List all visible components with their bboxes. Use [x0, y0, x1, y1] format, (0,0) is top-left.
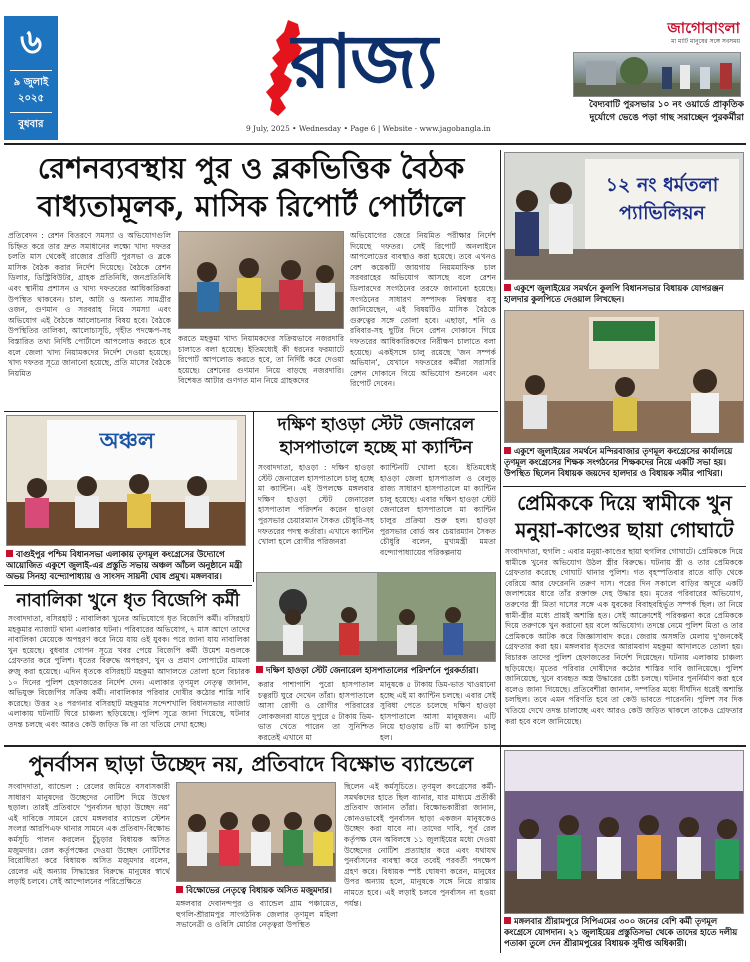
canteen-photo-caption: দক্ষিণ হাওড়া স্টেট জেনারেল হাসপাতালের পরিদর্শনে পুরকর্তারা। — [256, 665, 496, 677]
page-number: ৬ — [19, 22, 43, 62]
article1-col3: অভিযোগের জেরে নিয়মিত পরীক্ষার নির্দেশ দিয়েছে দফতর। সেই রিপোর্ট অনলাইনে আপলোডের ব্যবস্থাও করা হয়েছে। তবে এখনও বেশ কয়েকটি জায়গায় নিয়মমাফিক চাল সরবরাহের অভিযোগ আসছে বলে রেশন ডিলারদের সংগঠনের তরফে জানানো হয়েছে। সংগঠনের সাধারণ সম্পাদক বিশ্বম্ভর বসু জানিয়েছেন, এই বিষয়টিও মাসিক বৈঠকে গুরুত্বের সঙ্গে তোলা হবে। এছাড়া, শনি ও রবিবার-সহ ছুটির দিনে রেশন দোকানে গিয়ে দফতরের আধিকারিকদের নিরীক্ষণ চালাতে বলা হয়েছে। একইসঙ্গে চালু রয়েছে 'জন সম্পর্ক অভিযান', যেখানে দফতরের কর্মীরা সরাসরি রেশন দোকানে গিয়ে অভিযোগ শুনবেন এবং রিপোর্ট দেবেন। — [350, 231, 496, 389]
murder-headline: নাবালিকা খুনে ধৃত বিজেপি কর্মী — [16, 591, 240, 611]
weekday: বুধবার — [18, 119, 44, 130]
wife-murder-text: সংবাদদাতা, হুগলি : এবার মনুয়া-কাণ্ডের ছায়া হুগলির গোঘাটে। প্রেমিককে দিয়ে স্বামীকে খুনের অভিযোগ উঠল স্ত্রীর বিরুদ্ধে। ঘটনায় স্ত্রী ও তার প্রেমিককে গ্রেফতার করেছে গোঘাট থানার পুলিশ। গত বৃহস্পতিবার রাতে বাড়ি থেকে বেরিয়ে আর ফেরেননি তরুণ দাস। পরের দিন সকালে বাড়ির অদূরে একটি জলাশয়ের ধারে তাঁর রক্তাক্ত দেহ উদ্ধার হয়। মৃতের পরিবারের অভিযোগ, তরুণের স্ত্রী মিতা দাসের সঙ্গে এক যুবকের বিবাহবহির্ভূত সম্পর্ক ছিল। তা নিয়ে স্বামী-স্ত্রীর মধ্যে প্রায়ই অশান্তি হত। সেই আক্রোশেই পরিকল্পনা করে প্রেমিককে দিয়ে তরুণকে খুন করানো হয় বলে অভিযোগ। তদন্তে নেমে পুলিশ মিতা ও তার প্রেমিককে আটক করে জিজ্ঞাসাবাদ করে। জেরায় অসঙ্গতি মেলায় দু'জনকেই গ্রেফতার করা হয়। মঙ্গলবার ধৃতদের আরামবাগ মহকুমা আদালতে তোলা হয়। বিচারক তাদের পুলিশ হেফাজতের নির্দেশ দিয়েছেন। ঘটনায় এলাকায় চাঞ্চল্য ছড়িয়েছে। মৃতের পরিবার দোষীদের কঠোর শাস্তির দাবি জানিয়েছে। পুলিশ জানিয়েছে, খুনে ব্যবহৃত অস্ত্র উদ্ধারের চেষ্টা চলছে। ঘটনার পুনর্নির্মাণ করা হবে বলেও জানা গিয়েছে। প্রতিবেশীরা জানান, দম্পতির মধ্যে দীর্ঘদিন ধরেই অশান্তি চলছিল। তবে এমন পরিণতি হবে তা কেউ ভাবতে পারেননি। পুলিশ সব দিক খতিয়ে দেখে তদন্ত চালাচ্ছে এবং আরও কেউ জড়িত থাকলে তাকেও গ্রেফতার করা হবে বলে জানিয়েছে। — [505, 547, 743, 726]
right-photo2-caption: একুশে জুলাইয়ের সমর্থনে মন্দিরবাজার তৃণমূল কংগ্রেসের কার্যালয়ে তৃণমূল কংগ্রেসের শিক্ষক সংগঠনের শিক্ষকদের নিয়ে একটি সভা হয়। উপস্থিত ছিলেন বিধায়ক জয়দেব হালদার ও বিধায়ক সমীর পাখিরা। — [504, 446, 733, 478]
rehab-protest-photo — [176, 782, 336, 882]
wall-writing-photo — [504, 152, 744, 280]
wife-murder-headline-line2: মনুয়া-কাণ্ডের ছায়া গোঘাটে — [515, 518, 734, 542]
brand-tagline: মা মাটি মানুষের সঙ্গে সবসময় — [671, 38, 740, 45]
anchal-anchal-event-photo — [6, 415, 246, 546]
article1-headline-line2: বাধ্যতামূলক, মাসিক রিপোর্ট পোর্টালে — [37, 189, 465, 223]
anchal-photo-caption: বাগুইপুর পশ্চিম বিধানসভা এলাকায় তৃণমূল কংগ্রেসের উদ্যোগে আয়োজিত একুশে জুলাই-এর প্রস্তুতি সভায় অঞ্চল আঁচল অনুষ্ঠানে মন্ত্রী অভয় সিনহা বন্দ্যোপাধ্যায় ও সাংসদ সায়নী ঘোষ প্রমুখ। মঙ্গলবার। — [6, 549, 243, 581]
rehab-col1: সংবাদদাতা, ব্যান্ডেল : রেলের জমিতে বসবাসকারী সাধারণ মানুষদের উচ্ছেদের নোটিশ দিয়ে উদ্বেগ ছড়াল। তারই প্রতিবাদে 'পুনর্বাসন ছাড়া উচ্ছেদ নয়' এই দাবিকে সামনে রেখে মঙ্গলবার ব্যান্ডেল স্টেশন সংলগ্ন আরপিএফ থানার সামনে এক প্রতিবাদ-বিক্ষোভ কর্মসূচি পালন করলেন চুঁচুড়ার বিধায়ক অসিত মজুমদার। রেল কর্তৃপক্ষের দেওয়া উচ্ছেদ নোটিশের বিরোধিতা করে বিধায়ক অসিত মজুমদার বলেন, রেলের এই অন্যায় সিদ্ধান্তের বিরুদ্ধে মানুষের স্বার্থে লড়াই চলবে। সেই আন্দোলনের পরিপ্রেক্ষিতে — [8, 782, 170, 887]
canteen-col1: সংবাদদাতা, হাওড়া : দক্ষিণ হাওড়া স্টেট জেনারেল হাসপাতালে চালু হচ্ছে মা ক্যান্টিন। এই উপলক্ষে মঙ্গলবার দক্ষিণ হাওড়া স্টেট জেনারেল হাসপাতাল পরিদর্শন করেন হাওড়া পুরসভার চেয়ারম্যান সৈকত চৌধুরি-সহ দফতরের পদস্থ কর্তারা। এখানে ক্যান্টিন খোলা হলে রোগীর পরিজনরা — [258, 463, 374, 547]
rehab-headline: পুনর্বাসন ছাড়া উচ্ছেদ নয়, প্রতিবাদে বিক্ষোভ ব্যান্ডেলে — [28, 752, 474, 776]
canteen-headline-line2: হাসপাতালে হচ্ছে মা ক্যান্টিন — [279, 438, 473, 458]
wall-banner-text: ১২ নং ধর্মতলা প্যাভিলিয়ন — [605, 174, 719, 224]
rehab-col3: ছিলেন এই কর্মসূচিতে। তৃণমূল কংগ্রেসের কর্মী-সমর্থকদের হাতে ছিল ব্যানার, যার মাধ্যমে প্রতীকী প্রতিবাদ জানান তাঁরা। বিক্ষোভকারীরা জানান, কোনওভাবেই পুনর্বাসন ছাড়া একজন মানুষকেও উচ্ছেদ করা যাবে না। তাদের দাবি, পূর্ব রেল কর্তৃপক্ষ যেন অবিলম্বে ১১ জুলাইয়ের মধ্যে দেওয়া উচ্ছেদের নোটিশ প্রত্যাহার করে এবং যথাযথ পুনর্বাসনের ব্যবস্থা করে তবেই পরবর্তী পদক্ষেপ গ্রহণ করে। বিধায়ক স্পষ্ট ঘোষণা করেন, মানুষের উপর অন্যায় হলে, মানুষকে সঙ্গে নিয়ে রাস্তায় নামতে হবে। এই লড়াই চলবে পুনর্বাসন না হওয়া পর্যন্ত। — [344, 782, 496, 908]
canteen-col3: করার পাশাপাশি পুরো হাসপাতাল চত্বরটি ঘুরে দেখেন তাঁরা। হাসপাতালে আসা রোগী ও রোগীর পরিবারের লোকজনরা যাতে দুপুরে ৫ টাকায় ডিম-ভাত খেতে পারেন তা সুনিশ্চিত করতেই এখানে মা — [258, 680, 374, 742]
joining-ceremony-photo — [504, 750, 744, 914]
ration-meeting-photo — [178, 231, 344, 329]
fallen-tree-photo — [573, 52, 741, 97]
rehab-photo-caption: বিক্ষোভের নেতৃত্বে বিধায়ক অসিত মজুমদার। — [176, 885, 338, 897]
brand-logo: জাগোবাংলা — [667, 19, 740, 37]
anchal-banner: অঞ্চল — [99, 428, 155, 454]
teachers-meeting-photo — [504, 310, 744, 443]
joining-photo-caption: মঙ্গলবার শ্রীরামপুরে সিপিএমের ৩০০ জনের বেশি কর্মী তৃণমূল কংগ্রেসে যোগদান। ২১ জুলাইয়ের প্রস্তুতিসভা থেকে তাদের হাতে দলীয় পতাকা তুলে দেন শ্রীরামপুরের বিধায়ক সুদীপ্ত অধিকারী। — [504, 916, 738, 948]
murder-text: সংবাদদাতা, বসিরহাট : নাবালিকা খুনের অভিযোগে ধৃত বিজেপি কর্মী। বসিরহাট মহকুমার ন্যাজাট থানা এলাকার ঘটনা। পরিবারের অভিযোগ, ৭ মাস আগে তাদের নাবালিকা মেয়েকে অপহরণ করে নিয়ে যায় ওই যুবক। পরে জানা যায় নাবালিকা খুন হয়েছে। বুধবার গোপন সূত্রে খবর পেয়ে বিজেপি কর্মী উমেশ মণ্ডলকে গ্রেফতার করে পুলিশ। ধৃতের বিরুদ্ধে অপহরণ, খুন ও প্রমাণ লোপাটের মামলা রুজু করা হয়েছে। এদিন ধৃতকে বসিরহাট মহকুমা আদালতে তোলা হলে বিচারক ১০ দিনের পুলিশ হেফাজতের নির্দেশ দেন। এলাকার তৃণমূল নেতৃত্ব জানান, অভিযুক্ত বিজেপির সক্রিয় কর্মী। নাবালিকার পরিবার দোষীর কঠোর শাস্তি দাবি করেছে। উত্তর ২৪ পরগনার বসিরহাট মহকুমার সন্দেশখালি বিধানসভার ন্যাজাট এলাকায় ঘটনাটি ঘিরে চাঞ্চল্য ছড়িয়েছে। পুলিশ সূত্রে জানা গিয়েছে, ঘটনার তদন্ত চলছে এবং আরও কেউ জড়িত কি না তা খতিয়ে দেখা হচ্ছে। — [8, 614, 250, 729]
masthead-info-line: 9 July, 2025 • Wednesday • Page 6 | Website - www.jagobangla.in — [246, 124, 491, 133]
page-number-box — [4, 16, 58, 140]
right-photo1-caption: একুশে জুলাইয়ের সমর্থনে কুলপি বিধানসভার বিধায়ক যোগরঞ্জন হালদার কুলপিতে দেওয়াল লিখছেন। — [504, 283, 724, 304]
hospital-inspection-photo — [256, 572, 496, 662]
side-photo-caption: বৈদ্যবাটি পুরসভার ১০ নং ওয়ার্ডে প্রাকৃতিক দুর্যোগে ভেঙে পড়া গাছ সরাচ্ছেন পুরকর্মীরা — [589, 100, 744, 123]
rehab-col2: মঙ্গলবার দেবানন্দপুর ও ব্যান্ডেল গ্রাম পঞ্চায়েত, হুগলি-শ্রীরামপুর সাংগঠনিক জেলার তৃণমূল মহিলা সভানেত্রী ও ওবিসি মোর্চার নেতৃত্বরা উপস্থিত — [176, 899, 338, 930]
article1-col1: প্রতিবেদন : রেশন বিতরণে সমস্যা ও অভিযোগগুলি চিহ্নিত করে তার দ্রুত সমাধানের লক্ষ্যে খাদ্য দফতর চলতি মাস থেকেই রাজ্যের প্রতিটি পুরসভা ও ব্লকে মাসিক বৈঠক করার নির্দেশ দিয়েছে। বৈঠকে রেশন ডিলার, ডিস্ট্রিবিউটর, গ্রাহক প্রতিনিধি, জনপ্রতিনিধি এবং স্থানীয় প্রশাসন ও খাদ্য দফতরের আধিকারিকরা উপস্থিত থাকবেন। চাল, আটা ও অন্যান্য সামগ্রীর ওজন, গুণমান ও সরবরাহ নিয়ে সমস্যা এবং অভিযোগ এই বৈঠকে আলোচনার বিষয় হবে। বৈঠকে উপস্থিতির তালিকা, আলোচ্যসূচি, গৃহীত পদক্ষেপ-সহ বিস্তারিত তথ্য নির্দিষ্ট পোর্টালে আপলোড করতে হবে বলে জেলা খাদ্য নিয়ামকদের নির্দেশ দেওয়া হয়েছে। খাদ্য দফতর সূত্রে জানানো হয়েছে, প্রতি মাসের বৈঠকে নিয়মিত — [8, 231, 171, 378]
canteen-headline-line1: দক্ষিণ হাওড়া স্টেট জেনারেল — [277, 415, 475, 435]
canteen-col4: মানুষকে ৫ টাকায় ডিম-ভাত খাওয়ানো হচ্ছে এই মা ক্যান্টিন চলছে। এবার সেই সুবিধা পেতে চলেছে দক্ষিণ হাওড়া হাসপাতালে আসা মানুষজন। এটি নিয়ে হাওড়ায় ৪টি মা ক্যান্টিন চালু হল। — [380, 680, 496, 742]
article1-headline-line1: রেশনব্যবস্থায় পুর ও ব্লকভিত্তিক বৈঠক — [37, 151, 465, 185]
article1-col2: করতে মহকুমা খাদ্য নিয়ামকদের সক্রিয়ভাবে নজরদারি চালাতে বলা হয়েছে। ইতিমধ্যেই কী ধরনের ফরম্যাটে রিপোর্ট আপলোড করতে হবে, তা নির্দিষ্ট করে দেওয়া হয়েছে। রেশনের গুণমান নিয়ে বাড়ছে নজরদারি। বিশেষত আটার গুণগত মান নিয়ে গ্রাহকদের — [178, 334, 344, 386]
date-line-2: ২০২৫ — [18, 93, 44, 104]
masthead-title: রাজ্য — [290, 19, 436, 105]
wife-murder-headline-line1: প্রেমিককে দিয়ে স্বামীকে খুন — [517, 491, 732, 515]
canteen-col2: ক্যান্টিনটি খোলা হবে। ইতিমধ্যেই হাওড়া জেলা হাসপাতাল ও বেলুড় রাজ্য সাধারণ হাসপাতালে মা ক্যান্টিন চালু হয়েছে। এবার দক্ষিণ হাওড়া স্টেট জেনারেল হাসপাতালে মা ক্যান্টিন চালুর প্রক্রিয়া শুরু হল। হাওড়া পুরসভার বোর্ড অব চেয়ারম্যান সৈকত চৌধুরি বলেন, মুখ্যমন্ত্রী মমতা বন্দ্যোপাধ্যায়ের পরিকল্পনায় — [380, 463, 496, 557]
date-line-1: ৯ জুলাই — [13, 77, 49, 88]
